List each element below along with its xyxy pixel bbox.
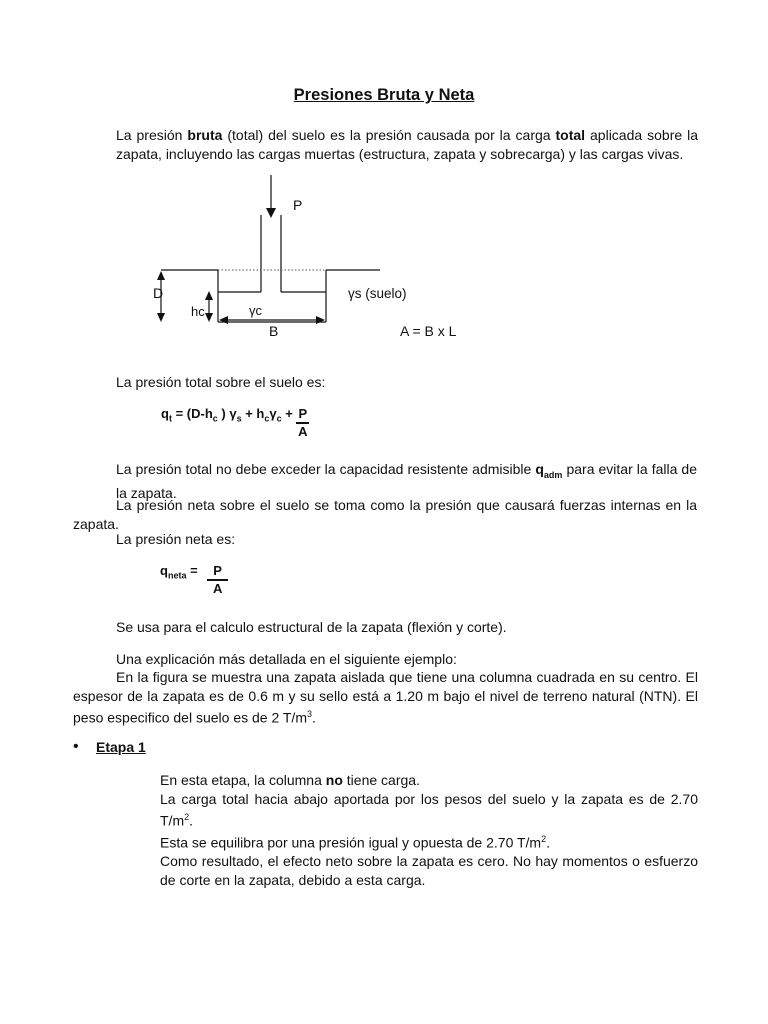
example-intro: Una explicación más detallada en el siguiente ejemplo: <box>116 651 457 667</box>
eq1-body-4: γ <box>269 406 277 421</box>
label-d: D <box>153 285 164 301</box>
load-arrow-head <box>266 208 276 218</box>
eq1-denominator: A <box>298 424 308 439</box>
net-pressure-intro: La presión neta es: <box>116 531 236 547</box>
etapa-line-3-b: . <box>546 834 550 851</box>
eq2-q: q <box>160 563 168 578</box>
eq1-sub-c1: c <box>212 413 218 424</box>
label-area: A = B x L <box>400 323 457 339</box>
para2-text-2: para evitar la falla de la zapata. <box>116 461 698 502</box>
label-gamma-s: γs (suelo) <box>348 286 407 301</box>
eq1-body-1: = (D-h <box>171 406 213 421</box>
structural-use-paragraph: Se usa para el calculo estructural de la zapata (flexión y corte). <box>116 619 507 635</box>
para2-q: q <box>535 461 544 477</box>
intro-paragraph <box>116 126 698 163</box>
para2-text-1: La presión total no debe exceder la capacidad resistente admisible <box>116 461 536 477</box>
eq2-denominator: A <box>212 581 223 596</box>
para2-sub-adm: adm <box>543 469 563 480</box>
etapa-line-2 <box>160 790 698 831</box>
eq2-sub-neta: neta <box>167 570 187 581</box>
eq1-body-3: + h <box>241 406 265 421</box>
para3-text: La presión neta sobre el suelo se toma como la presión que causará fuerzas internas en la zapata. <box>73 497 697 532</box>
intro-text-3: aplicada sobre la zapata, incluyendo las cargas muertas (estructura, zapata y sobrecarga) y las cargas vivas. <box>116 127 698 162</box>
eq2-fraction <box>207 563 228 597</box>
etapa-line-3-a: Esta se equilibra por una presión igual y opuesta de 2.70 T/m <box>160 834 542 851</box>
eq2-equals: = <box>186 563 202 578</box>
eq1-q: q <box>161 406 169 421</box>
equation-net-pressure <box>160 563 228 597</box>
label-p: P <box>293 197 303 213</box>
label-b: B <box>269 323 279 339</box>
eq1-sub-c2: c <box>264 413 270 424</box>
eq1-body-2: ) γ <box>217 406 237 421</box>
etapa-line-1-c: tiene carga. <box>342 772 420 788</box>
dim-b-arrow-right <box>316 316 325 324</box>
page-title: Presiones Bruta y Neta <box>293 86 475 104</box>
etapa-line-1-bold: no <box>325 772 343 788</box>
footing-diagram <box>140 170 480 342</box>
etapa-body <box>160 771 698 889</box>
bullet-icon: • <box>73 738 79 755</box>
intro-bold-bruta: bruta <box>187 127 223 143</box>
eq2-numerator: P <box>207 563 228 581</box>
eq1-sub-c3: c <box>276 413 282 424</box>
dim-d-arrow-top <box>157 271 165 280</box>
intro-text-1: La presión <box>116 127 188 143</box>
equation-total-pressure <box>161 406 309 440</box>
intro-text-2: (total) del suelo es la presión causada por la carga <box>222 127 556 143</box>
example-paragraph <box>73 668 698 727</box>
eq1-numerator: P <box>296 406 309 424</box>
etapa-line-3 <box>160 830 698 852</box>
para7-end: . <box>312 709 316 726</box>
net-pressure-paragraph <box>73 496 697 533</box>
total-pressure-intro: La presión total sobre el suelo es: <box>116 374 326 390</box>
para7-text: En la figura se muestra una zapata aislada que tiene una columna cuadrada en su centro. El espesor de la zapata es de 0.6 m y su sello está a 1.20 m bajo el nivel de terreno natural (NTN). El peso especifico del suelo es de 2 T/m <box>73 669 698 726</box>
eq1-body-5: + <box>281 406 297 421</box>
intro-bold-total: total <box>555 127 586 143</box>
etapa-line-4: Como resultado, el efecto neto sobre la zapata es cero. No hay momentos o esfuerzo de corte en la zapata, debido a esta carga. <box>160 853 698 888</box>
dim-d-arrow-bottom <box>157 313 165 322</box>
eq1-fraction <box>296 406 309 440</box>
etapa-line-2-sup: 2 <box>184 812 190 822</box>
dim-b-arrow-left <box>219 316 228 324</box>
etapa-line-1 <box>160 771 698 790</box>
label-hc: hc <box>191 304 205 319</box>
etapa-line-2-a: La carga total hacia abajo aportada por los pesos del suelo y la zapata es de 2.70 T/m <box>160 790 698 829</box>
etapa-heading: Etapa 1 <box>96 739 146 755</box>
eq1-sub-s: s <box>236 413 242 424</box>
dim-hc-arrow-bottom <box>205 313 213 322</box>
para7-sup: 3 <box>307 709 313 719</box>
etapa-line-2-b: . <box>189 812 194 829</box>
label-gamma-c: γc <box>249 303 262 318</box>
etapa-line-3-sup: 2 <box>541 834 547 845</box>
etapa-line-1-a: En esta etapa, la columna <box>160 772 326 788</box>
eq1-sub-t: t <box>168 413 172 424</box>
dim-hc-arrow-top <box>205 291 213 300</box>
